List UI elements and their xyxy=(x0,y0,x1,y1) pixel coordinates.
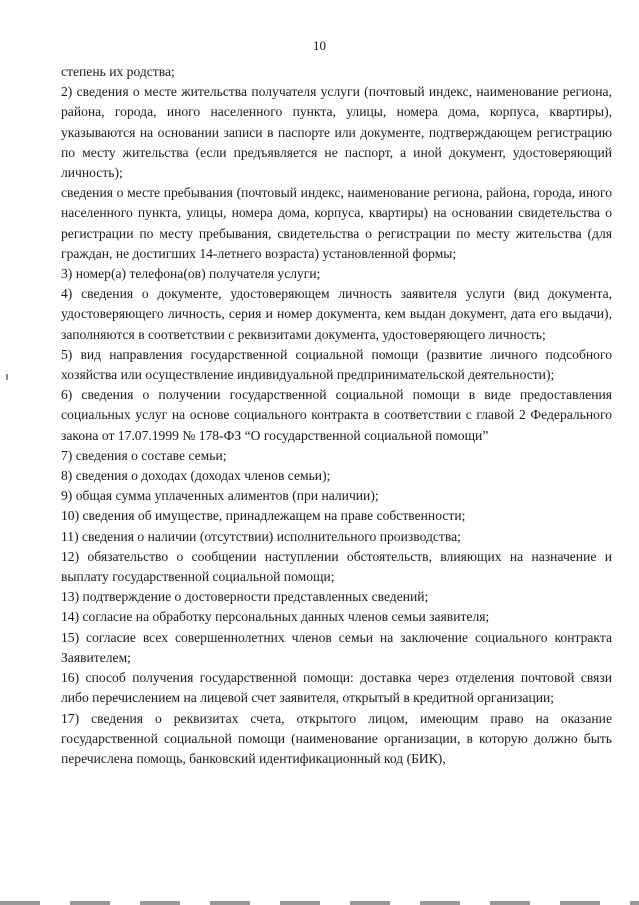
page-number: 10 xyxy=(313,38,326,53)
paragraph-10: 10) сведения об имуществе, принадлежащем на праве собственности; xyxy=(61,508,466,524)
paragraph-16: 16) способ получения государственной помощи: доставка через отделения почтовой связи либо перечислением на лицевой счет заявителя, открытый в кредитной организации; xyxy=(61,670,612,706)
scan-artifact-mark xyxy=(6,374,8,380)
paragraph-11: 11) сведения о наличии (отсутствии) исполнительного производства; xyxy=(61,528,461,544)
paragraph-9: 9) общая сумма уплаченных алиментов (при наличии); xyxy=(61,488,379,504)
paragraph-7: 7) сведения о составе семьи; xyxy=(61,447,227,463)
paragraph-6: 6) сведения о получении государственной социальной помощи в виде предоставления социальных услуг на основе социального контракта в соответствии с главой 2 Федерального закона от 17.07.1999 № 178-ФЗ “О государственной социальной помощи” xyxy=(61,387,612,443)
paragraph-15: 15) согласие всех совершеннолетних членов семьи на заключение социального контракта Заявителем; xyxy=(61,629,612,665)
paragraph-17: 17) сведения о реквизитах счета, открытого лицом, имеющим право на оказание государственной социальной помощи (наименование организации, в которую должно быть перечислена помощь, банковский идентификационный код (БИК), xyxy=(61,710,612,766)
paragraph-5: 5) вид направления государственной социальной помощи (развитие личного подсобного хозяйства или осуществление индивидуальной предпринимательской деятельности); xyxy=(61,346,612,383)
paragraph-3: 3) номер(а) телефона(ов) получателя услуги; xyxy=(61,266,321,282)
paragraph-12: 12) обязательство о сообщении наступлении обстоятельств, влияющих на назначение и выплату государственной социальной помощи; xyxy=(61,548,612,585)
document-body xyxy=(61,62,612,769)
paragraph-13: 13) подтверждение о достоверности представленных сведений; xyxy=(61,589,429,605)
paragraph-4: 4) сведения о документе, удостоверяющем личность заявителя услуги (вид документа, удостоверяющего личность, серия и номер документа, кем выдан документ, дата его выдачи), заполняются в соответствии с реквизитами документа, удостоверяющего личность; xyxy=(61,286,612,342)
paragraph-2: сведения о месте пребывания (почтовый индекс, наименование региона, района, города, иного населенного пункта, улицы, номера дома, корпуса, квартиры) на основании свидетельства о регистрации по месту пребывания, свидетельства о регистрации по месту жительства (для граждан, не достигших 14-летнего возраста) установленной формы; xyxy=(61,185,612,261)
paragraph-0: степень их родства; xyxy=(61,64,175,79)
paragraph-8: 8) сведения о доходах (доходах членов семьи); xyxy=(61,468,331,484)
scan-bottom-edge xyxy=(0,901,639,905)
paragraph-1: 2) сведения о месте жительства получателя услуги (почтовый индекс, наименование региона, района, города, иного населенного пункта, улицы, номера дома, корпуса, квартиры), указываются на основании записи в паспорте или документе, подтверждающем регистрацию по месту жительства (если предъявляется не паспорт, а иной документ, удостоверяющий личность); xyxy=(61,84,612,181)
paragraph-14: 14) согласие на обработку персональных данных членов семьи заявителя; xyxy=(61,609,490,625)
